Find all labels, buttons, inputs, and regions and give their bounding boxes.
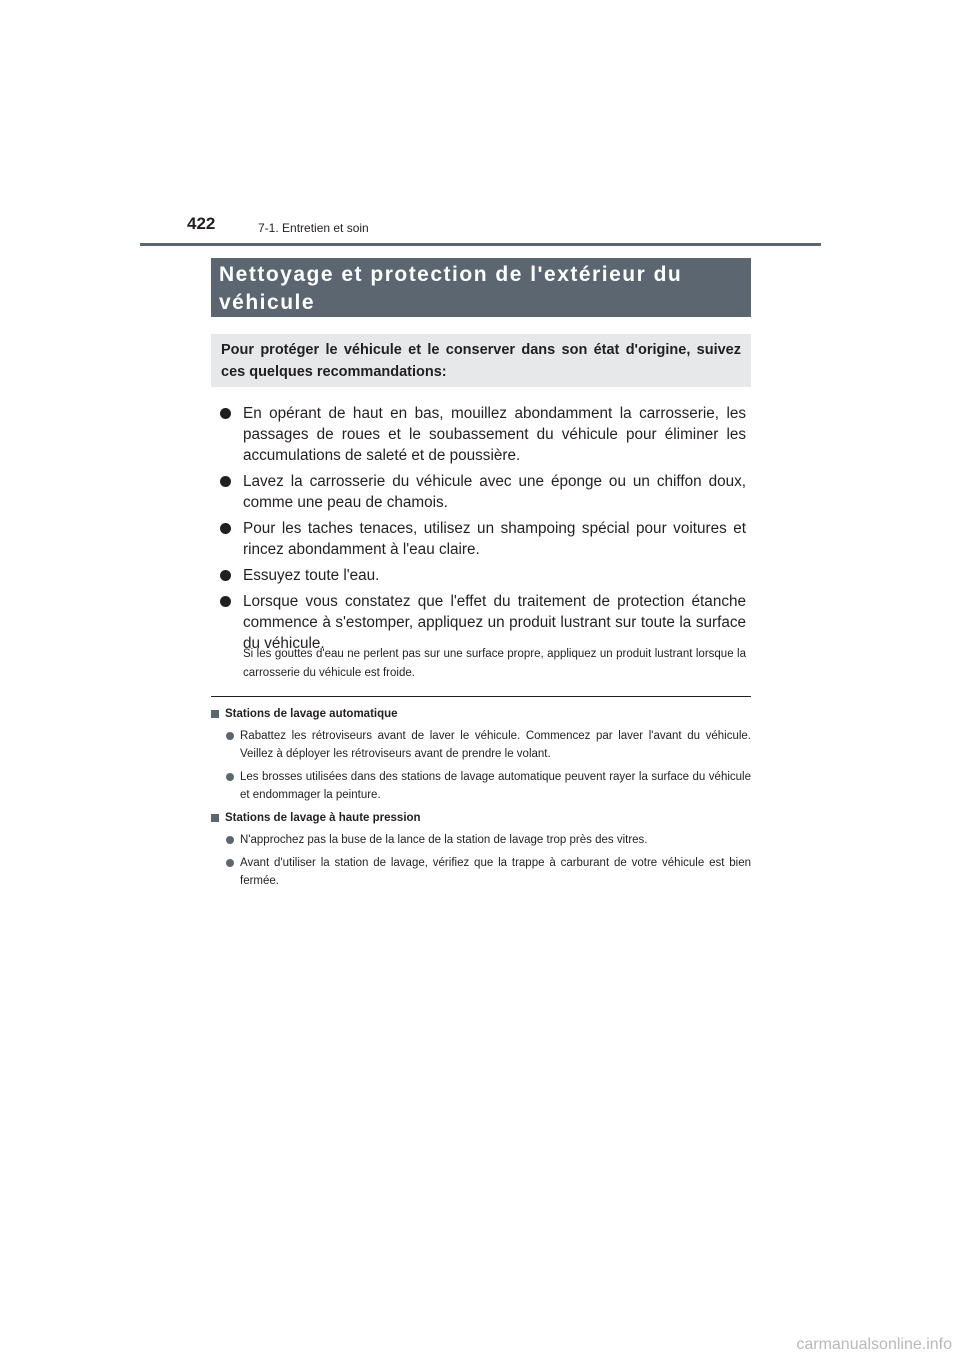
bullet-dot-icon bbox=[220, 408, 231, 419]
page-number: 422 bbox=[187, 214, 216, 233]
square-bullet-icon bbox=[211, 814, 219, 822]
bullet-list bbox=[218, 403, 746, 659]
supp-heading: Stations de lavage automatique bbox=[211, 705, 751, 723]
supp-heading: Stations de lavage à haute pression bbox=[211, 809, 751, 827]
bullet-dot-icon bbox=[226, 732, 234, 740]
section-label: 7-1. Entretien et soin bbox=[258, 221, 369, 235]
intro-text: Pour protéger le véhicule et le conserver dans son état d'origine, suivez ces quelques recommandations: bbox=[221, 342, 741, 380]
supp-item: Les brosses utilisées dans des stations de lavage automatique peuvent rayer la surface du véhicule et endommager la peinture. bbox=[211, 768, 751, 804]
supp-item: N'approchez pas la buse de la lance de la station de lavage trop près des vitres. bbox=[211, 831, 751, 849]
supplementary-section bbox=[211, 705, 751, 895]
bullet-dot-icon bbox=[226, 836, 234, 844]
bullet-dot-icon bbox=[220, 570, 231, 581]
bullet-dot-icon bbox=[220, 596, 231, 607]
page-title-line2: véhicule bbox=[219, 291, 316, 314]
bullet-item: Lavez la carrosserie du véhicule avec une éponge ou un chiffon doux, comme une peau de chamois. bbox=[218, 471, 746, 513]
bullet-item: Pour les taches tenaces, utilisez un shampoing spécial pour voitures et rincez abondamment à l'eau claire. bbox=[218, 518, 746, 560]
bullet-dot-icon bbox=[226, 859, 234, 867]
bullet-dot-icon bbox=[226, 773, 234, 781]
page-title-line1: Nettoyage et protection de l'extérieur du bbox=[219, 263, 683, 286]
supp-item: Avant d'utiliser la station de lavage, vérifiez que la trappe à carburant de votre véhicule est bien fermée. bbox=[211, 854, 751, 890]
bullet-item: En opérant de haut en bas, mouillez abondamment la carrosserie, les passages de roues et le soubassement du véhicule pour éliminer les accumulations de saleté et de poussière. bbox=[218, 403, 746, 466]
intro-box bbox=[211, 334, 751, 387]
bullet-item: Lorsque vous constatez que l'effet du traitement de protection étanche commence à s'estomper, appliquez un produit lustrant sur toute la surface du véhicule. bbox=[218, 591, 746, 654]
title-box bbox=[211, 258, 751, 317]
square-bullet-icon bbox=[211, 710, 219, 718]
watermark: carmanualsonline.info bbox=[796, 1336, 952, 1353]
bullet-item: Essuyez toute l'eau. bbox=[218, 565, 746, 586]
supp-item: Rabattez les rétroviseurs avant de laver le véhicule. Commencez par laver l'avant du véhicule. Veillez à déployer les rétroviseurs avant de prendre le volant. bbox=[211, 727, 751, 763]
section-divider bbox=[211, 696, 751, 697]
bullet-dot-icon bbox=[220, 476, 231, 487]
note-text: Si les gouttes d'eau ne perlent pas sur une surface propre, appliquez un produit lustrant lorsque la carrosserie du véhicule est froide. bbox=[243, 648, 746, 679]
page-title bbox=[219, 261, 743, 317]
bullet-dot-icon bbox=[220, 523, 231, 534]
header-rule bbox=[140, 243, 821, 246]
